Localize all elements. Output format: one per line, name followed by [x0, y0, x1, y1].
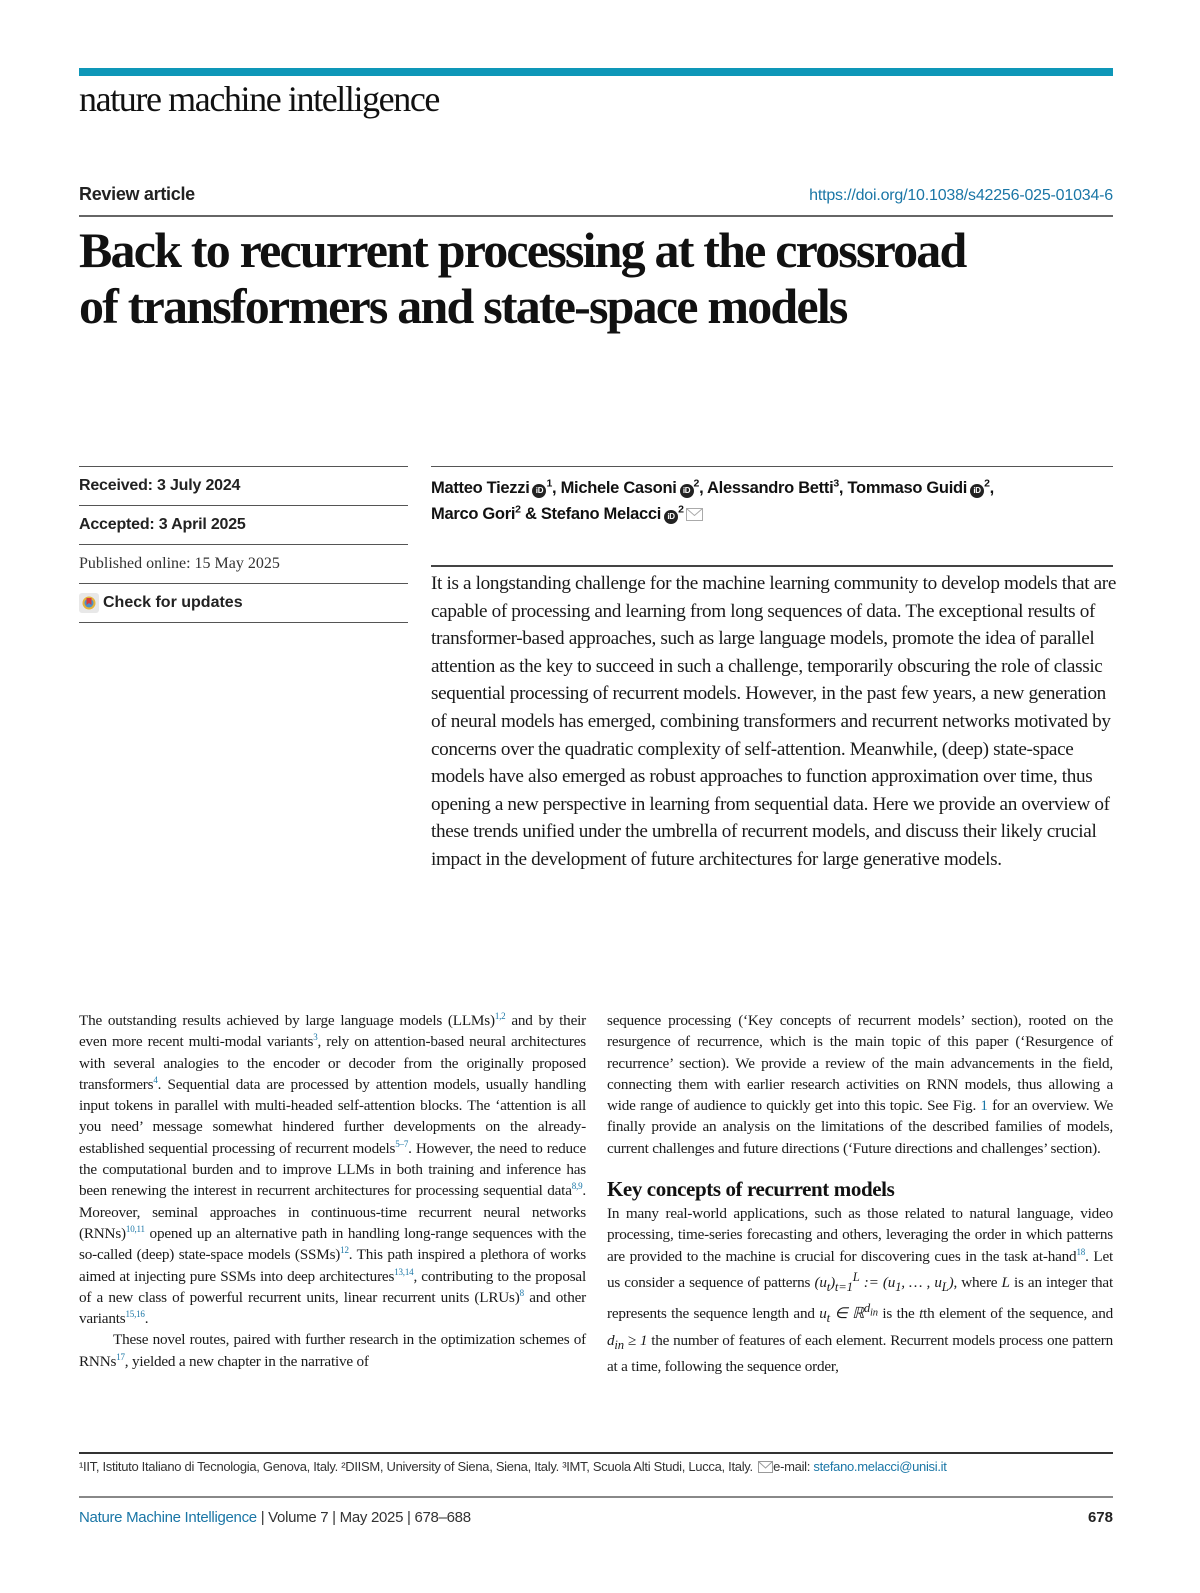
author-separator: & [520, 505, 541, 523]
affiliation-marker: 3 [833, 477, 839, 490]
inline-math: $d_{in} \ge 1$ [607, 1331, 648, 1352]
body-paragraph: These novel routes, paired with further research in the optimization schemes of RNNs$^{17}$, yielded a new chapter in the narrative of [79, 1331, 586, 1370]
body-paragraph: The outstanding results achieved by large language models (LLMs)$^{1,2}$ and by their even more recent multi-modal variants$^3$, rely on attention-based neural architectures with several analogies to the encoder or decoder from the originally proposed transformers$^4$. Sequential data are processed by attention models, usually handling input tokens in parallel with multi-headed self-attention blocks. The ‘attention is all you need’ message somewhat hindered further developments on the already-established sequential processing of recurrent models$^{5-7}$. However, the need to reduce the computational burden and to improve LLMs in both training and inference has been renewing the interest in recurrent architectures for processing sequential data$^{8,9}$. Moreover, seminal approaches in continuous-time recurrent neural networks (RNNs)$^{10,11}$ opened up an alternative path in handling long-range sequences with the so-called (deep) state-space models (SSMs)$^{12}$. This path inspired a plethora of works aimed at injecting pure SSMs into deep architectures$^{13,14}$, contributing to the proposal of a new class of powerful recurrent units, linear recurrent units (LRUs)$^8$ and other variants$^{15,16}$. [79, 1010, 587, 1328]
abstract-divider [431, 565, 1113, 567]
citation-link[interactable]: 8 [519, 1287, 524, 1298]
check-updates-icon [79, 593, 99, 613]
inline-math: L [1001, 1274, 1010, 1292]
received-date: Received: 3 July 2024 [79, 466, 408, 505]
footnote-divider [79, 1452, 1113, 1454]
figure-link[interactable]: 1 [980, 1097, 988, 1115]
email-link[interactable]: stefano.melacci@unisi.it [813, 1459, 947, 1474]
inline-math: $u_t$ ∈ ℝ$^{d_{in}}$ [819, 1301, 878, 1326]
author-name[interactable]: Matteo Tiezzi [431, 479, 530, 497]
author-name[interactable]: Tommaso Guidi [847, 479, 968, 497]
citation-link[interactable]: 3 [313, 1032, 318, 1043]
orcid-icon[interactable]: iD [970, 484, 984, 498]
author-name[interactable]: Marco Gori [431, 505, 516, 523]
article-title: Back to recurrent processing at the crossroad of transformers and state-space models [79, 222, 966, 334]
article-type: Review article [79, 184, 195, 204]
author-name[interactable]: Stefano Melacci [540, 505, 662, 523]
journal-name: nature machine intelligence [79, 79, 440, 119]
author-name[interactable]: Alessandro Betti [707, 479, 834, 497]
author-list [431, 466, 1113, 529]
section-heading: Key concepts of recurrent models [607, 1177, 895, 1202]
citation-link[interactable]: 13,14 [394, 1266, 414, 1277]
citation-link[interactable]: 17 [116, 1351, 125, 1362]
body-column-right [607, 1010, 1113, 1377]
citation-link[interactable]: 5–7 [395, 1138, 409, 1149]
published-date: Published online: 15 May 2025 [79, 544, 408, 583]
citation-link[interactable]: 10,11 [125, 1223, 145, 1234]
journal-accent-bar [79, 68, 1113, 76]
check-updates-row [79, 583, 408, 623]
body-paragraph: sequence processing (‘Key concepts of recurrent models’ section), rooted on the resurgence of recurrence, which is the main topic of this paper (‘Resurgence of recurrence’ section). We provide a review of the main advancements in the field, connecting them with earlier research activities on RNN models, thus allowing a wide range of audience to quickly get into this topic. See Fig. 1 for an overview. We finally provide an analysis on the limitations of the described families of models, current challenges and future directions (‘Future directions and challenges’ section). [607, 1012, 1113, 1157]
header-divider [79, 215, 1113, 217]
author-separator: , [699, 479, 708, 497]
email-label: e-mail: [773, 1459, 814, 1474]
corresponding-mail-icon[interactable] [686, 503, 703, 529]
orcid-icon[interactable]: iD [680, 484, 694, 498]
author-separator: , [838, 479, 848, 497]
accepted-date: Accepted: 3 April 2025 [79, 505, 408, 544]
affiliations-text: ¹IIT, Istituto Italiano di Tecnologia, Genova, Italy. ²DIISM, University of Siena, Siena, Italy. ³IMT, Scuola Alti Studi, Lucca, Italy. [79, 1459, 757, 1474]
check-for-updates-button[interactable] [79, 593, 243, 613]
citation-link[interactable]: 15,16 [125, 1309, 145, 1320]
affiliation-marker: 2 [984, 477, 990, 490]
citation-link[interactable]: 4 [153, 1074, 158, 1085]
article-dates [79, 466, 408, 623]
affiliation-marker: 2 [693, 477, 700, 490]
footer-citation [79, 1509, 471, 1526]
citation-link[interactable]: 1,2 [494, 1010, 506, 1021]
affiliations [79, 1459, 1119, 1476]
page-number: 678 [1087, 1509, 1113, 1526]
orcid-icon[interactable]: iD [664, 510, 678, 524]
affiliation-marker: 2 [678, 503, 684, 516]
affiliation-marker: 1 [546, 477, 553, 490]
inline-math: t [919, 1305, 924, 1323]
body-paragraph: In many real-world applications, such as those related to natural language, video processing, time-series forecasting and others, leveraging the order in which patterns are provided to the machine is crucial for discovering cues in the task at-hand$^{18}$. Let us consider a sequence of patterns $(u_t)_{t=1}^L$ := ($u_1$, … , $u_L$), where L is an integer that represents the sequence length and $u_t$ ∈ ℝ$^{d_{in}}$ is the tth element of the sequence, and $d_{in} \ge 1$ the number of features of each element. Recurrent models process one pattern at a time, following the sequence order, [607, 1205, 1114, 1376]
author-separator: , [552, 479, 561, 497]
check-updates-label: Check for updates [103, 594, 243, 611]
orcid-icon[interactable]: iD [532, 484, 546, 498]
citation-link[interactable]: 12 [340, 1245, 349, 1256]
author-name[interactable]: Michele Casoni [560, 479, 677, 497]
affiliation-marker: 2 [515, 503, 521, 516]
body-column-left [79, 1010, 586, 1372]
citation-link[interactable]: 8,9 [571, 1181, 583, 1192]
abstract: It is a longstanding challenge for the machine learning community to develop models that are capable of processing and learning from long sequences of data. The exceptional results of transformer-based approaches, such as large language models, promote the idea of parallel attention as the key to succeed in such a challenge, temporarily obscuring the role of classic sequential processing of recurrent models. However, in the past few years, a new generation of neural models has emerged, combining transformers and recurrent networks motivated by concerns over the quadratic complexity of self-attention. Meanwhile, (deep) state-space models have also emerged as robust approaches to function approximation over time, thus opening a new perspective in learning from sequential data. Here we provide an overview of these trends unified under the umbrella of recurrent models, and discuss their likely crucial impact in the development of future architectures for large generative models. [431, 573, 1116, 870]
footer-divider [79, 1496, 1113, 1498]
author-separator: , [989, 479, 994, 497]
footer-volume-info: | Volume 7 | May 2025 | 678–688 [256, 1509, 471, 1526]
footer-journal-link[interactable]: Nature Machine Intelligence [79, 1509, 257, 1526]
citation-link[interactable]: 18 [1076, 1246, 1086, 1257]
doi-link[interactable]: https://doi.org/10.1038/s42256-025-01034-6 [809, 187, 1113, 204]
mail-icon [758, 1461, 773, 1476]
inline-math: $(u_t)_{t=1}^L$ := ($u_1$, … , $u_L$) [814, 1269, 954, 1295]
